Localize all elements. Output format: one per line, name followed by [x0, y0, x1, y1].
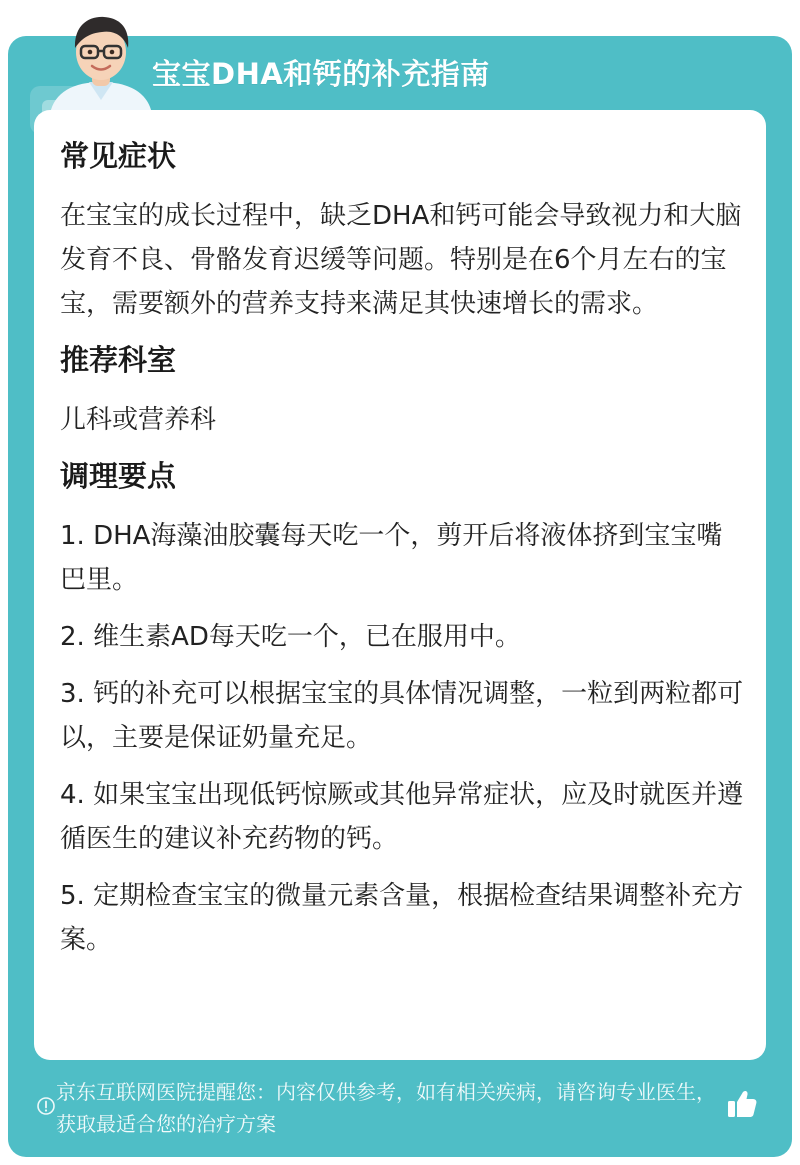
care-item: 1. DHA海藻油胶囊每天吃一个，剪开后将液体挤到宝宝嘴巴里。: [60, 521, 723, 595]
doctor-avatar-icon: [44, 8, 158, 114]
content-body: [60, 136, 744, 975]
disclaimer-text: 京东互联网医院提醒您：内容仅供参考，如有相关疾病，请咨询专业医生，获取最适合您的治疗方案: [56, 1080, 716, 1136]
department-section: [60, 340, 744, 442]
care-heading: 调理要点: [60, 459, 177, 493]
care-section: [60, 456, 744, 962]
symptoms-heading: 常见症状: [60, 139, 177, 173]
thumbs-up-icon[interactable]: [724, 1086, 760, 1122]
info-icon: [36, 1096, 56, 1116]
content-card: [34, 110, 766, 1060]
page-title: 宝宝DHA和钙的补充指南: [152, 57, 490, 91]
care-item: 4. 如果宝宝出现低钙惊厥或其他异常症状，应及时就医并遵循医生的建议补充药物的钙。: [60, 780, 744, 854]
symptoms-text: 在宝宝的成长过程中，缺乏DHA和钙可能会导致视力和大脑发育不良、骨骼发育迟缓等问题。特别是在6个月左右的宝宝，需要额外的营养支持来满足其快速增长的需求。: [60, 201, 742, 319]
department-heading: 推荐科室: [60, 343, 177, 377]
care-item: 3. 钙的补充可以根据宝宝的具体情况调整，一粒到两粒都可以，主要是保证奶量充足。: [60, 679, 744, 753]
department-text: 儿科或营养科: [60, 405, 217, 435]
care-item: 5. 定期检查宝宝的微量元素含量，根据检查结果调整补充方案。: [60, 881, 744, 955]
care-item: 2. 维生素AD每天吃一个，已在服用中。: [60, 622, 521, 652]
symptoms-section: [60, 136, 744, 326]
